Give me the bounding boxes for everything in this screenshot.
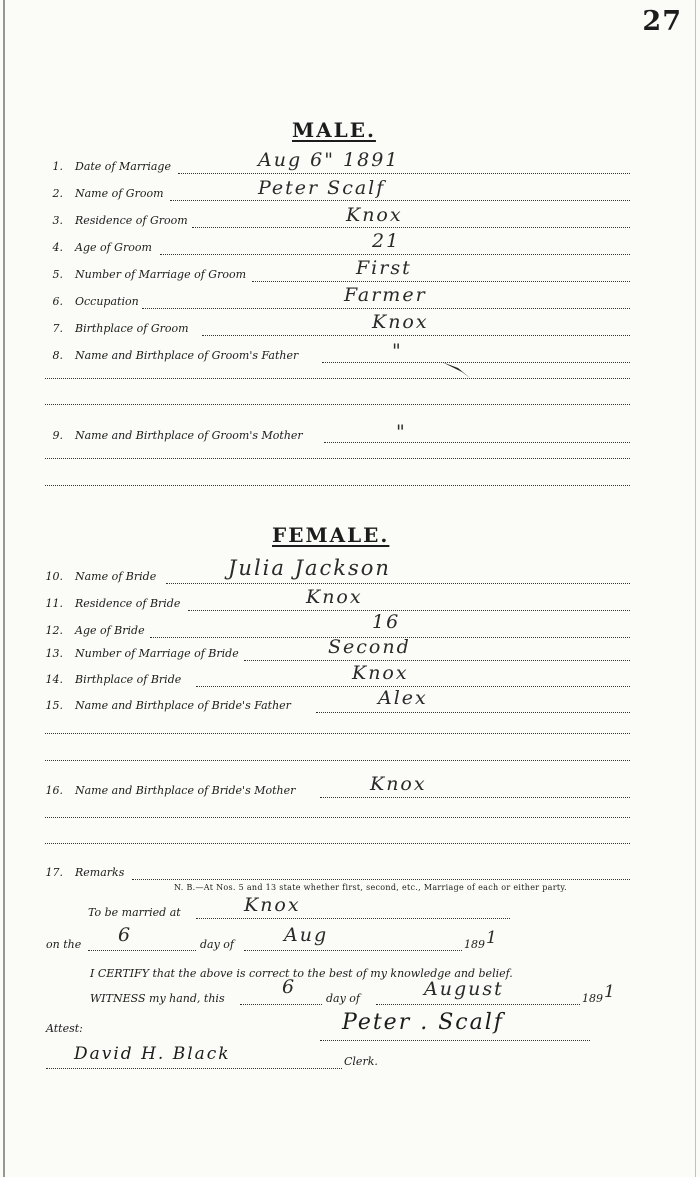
instructions-note: N. B.—At Nos. 5 and 13 state whether first, second, etc., Marriage of each or either party. (174, 883, 567, 892)
row-number: 6. (52, 295, 63, 308)
fill-line (320, 1040, 590, 1041)
clerk-signature: David H. Black (74, 1044, 231, 1064)
witness-year-prefix: 189 (582, 992, 603, 1005)
brides-mother-value: Knox (370, 773, 427, 795)
fill-line (240, 1004, 322, 1005)
row-label: Birthplace of Bride (75, 673, 182, 686)
row-residence-of-groom (0, 204, 700, 231)
row-grooms-father (0, 340, 700, 366)
row-residence-of-bride (0, 586, 700, 614)
blank-fill-line (45, 760, 630, 761)
brides-father-value: Alex (378, 687, 428, 709)
occupation-value: Farmer (344, 284, 427, 306)
row-number: 3. (52, 214, 63, 227)
row-number: 5. (52, 268, 63, 281)
groom-signature: Peter . Scalf (342, 1010, 504, 1035)
year-prefix: 189 (464, 938, 485, 951)
row-number: 15. (45, 699, 63, 712)
number-of-marriage-of-bride-value: Second (328, 636, 411, 658)
row-label: Name and Birthplace of Groom's Mother (75, 429, 303, 442)
marriage-day-value: 6 (118, 924, 133, 946)
certify-statement: I CERTIFY that the above is correct to the best of my knowledge and belief. (90, 967, 513, 980)
witness-label: WITNESS my hand, this (90, 992, 225, 1005)
on-the-label: on the (46, 938, 82, 951)
row-number: 10. (45, 570, 63, 583)
witness-year-suffix-value: 1 (604, 982, 617, 1002)
row-age-of-groom (0, 230, 700, 258)
fill-line (322, 362, 630, 363)
fill-line (142, 308, 630, 309)
row-label: Age of Groom (75, 241, 152, 254)
age-of-bride-value: 16 (372, 611, 401, 633)
residence-of-groom-value: Knox (346, 204, 403, 226)
fill-line (244, 660, 630, 661)
witness-day-of-label: day of (326, 992, 361, 1005)
page-number: 27 (642, 6, 682, 37)
year-suffix-value: 1 (486, 928, 499, 948)
fill-line (192, 227, 630, 228)
row-brides-mother (0, 773, 700, 801)
fill-line (178, 173, 630, 174)
age-of-groom-value: 21 (372, 230, 401, 252)
grooms-father-value: " (392, 340, 403, 362)
married-at-value: Knox (244, 894, 301, 916)
row-remarks (0, 861, 700, 883)
row-number: 12. (45, 624, 63, 637)
fill-line (244, 950, 462, 951)
witness-month-value: August (424, 978, 504, 1000)
fill-line (188, 610, 630, 611)
row-birthplace-of-groom (0, 311, 700, 339)
row-label: Birthplace of Groom (75, 322, 189, 335)
blank-fill-line (45, 404, 630, 405)
witness-day-value: 6 (282, 976, 297, 998)
row-label: Name of Groom (75, 187, 164, 200)
row-number: 17. (45, 866, 63, 879)
date-of-marriage-value: Aug 6" 1891 (258, 149, 400, 171)
fill-line (320, 797, 630, 798)
row-number: 1. (52, 160, 63, 173)
row-label: Name of Bride (75, 570, 157, 583)
row-birthplace-of-bride (0, 662, 700, 690)
fill-line (252, 281, 630, 282)
ink-mark-icon (440, 358, 476, 382)
row-name-of-bride (0, 556, 700, 587)
row-number: 2. (52, 187, 63, 200)
residence-of-bride-value: Knox (306, 586, 363, 608)
blank-fill-line (45, 485, 630, 486)
row-number: 8. (52, 349, 63, 362)
fill-line (88, 950, 196, 951)
row-grooms-mother (0, 421, 700, 446)
row-label: Name and Birthplace of Groom's Father (75, 349, 299, 362)
row-brides-father (0, 687, 700, 716)
blank-fill-line (45, 817, 630, 818)
blank-fill-line (45, 458, 630, 459)
row-number: 9. (52, 429, 63, 442)
blank-fill-line (45, 843, 630, 844)
row-label: Name and Birthplace of Bride's Father (75, 699, 291, 712)
row-label: Residence of Groom (75, 214, 188, 227)
row-label: Date of Marriage (75, 160, 171, 173)
row-label: Residence of Bride (75, 597, 181, 610)
attest-label: Attest: (46, 1022, 83, 1035)
male-section-title: MALE. (292, 118, 376, 142)
row-number: 13. (45, 647, 63, 660)
married-at-label: To be married at (88, 906, 181, 919)
fill-line (202, 335, 630, 336)
row-label: Remarks (75, 866, 125, 879)
fill-line (46, 1068, 342, 1069)
number-of-marriage-of-groom-value: First (356, 257, 412, 279)
clerk-label: Clerk. (344, 1055, 378, 1068)
fill-line (324, 442, 630, 443)
row-name-of-groom (0, 177, 700, 204)
name-of-groom-value: Peter Scalf (258, 177, 386, 199)
row-occupation (0, 284, 700, 312)
fill-line (160, 254, 630, 255)
fill-line (376, 1004, 580, 1005)
fill-line (316, 712, 630, 713)
row-number: 7. (52, 322, 63, 335)
row-number: 11. (45, 597, 63, 610)
row-number: 4. (52, 241, 63, 254)
row-number: 14. (45, 673, 63, 686)
day-of-label: day of (200, 938, 235, 951)
birthplace-of-bride-value: Knox (352, 662, 409, 684)
female-section-title: FEMALE. (272, 523, 390, 547)
fill-line (132, 879, 630, 880)
fill-line (196, 918, 510, 919)
row-number: 16. (45, 784, 63, 797)
row-label: Name and Birthplace of Bride's Mother (75, 784, 296, 797)
marriage-month-value: Aug (284, 924, 329, 946)
fill-line (170, 200, 630, 201)
blank-fill-line (45, 378, 630, 379)
row-number-of-marriage-of-bride (0, 636, 700, 664)
birthplace-of-groom-value: Knox (372, 311, 429, 333)
row-number-of-marriage-of-groom (0, 257, 700, 285)
name-of-bride-value: Julia Jackson (228, 556, 391, 580)
grooms-mother-value: " (396, 421, 407, 443)
row-label: Age of Bride (75, 624, 145, 637)
blank-fill-line (45, 733, 630, 734)
row-label: Number of Marriage of Bride (75, 647, 239, 660)
row-label: Number of Marriage of Groom (75, 268, 247, 281)
row-label: Occupation (75, 295, 139, 308)
row-date-of-marriage (0, 149, 700, 177)
fill-line (166, 583, 630, 584)
